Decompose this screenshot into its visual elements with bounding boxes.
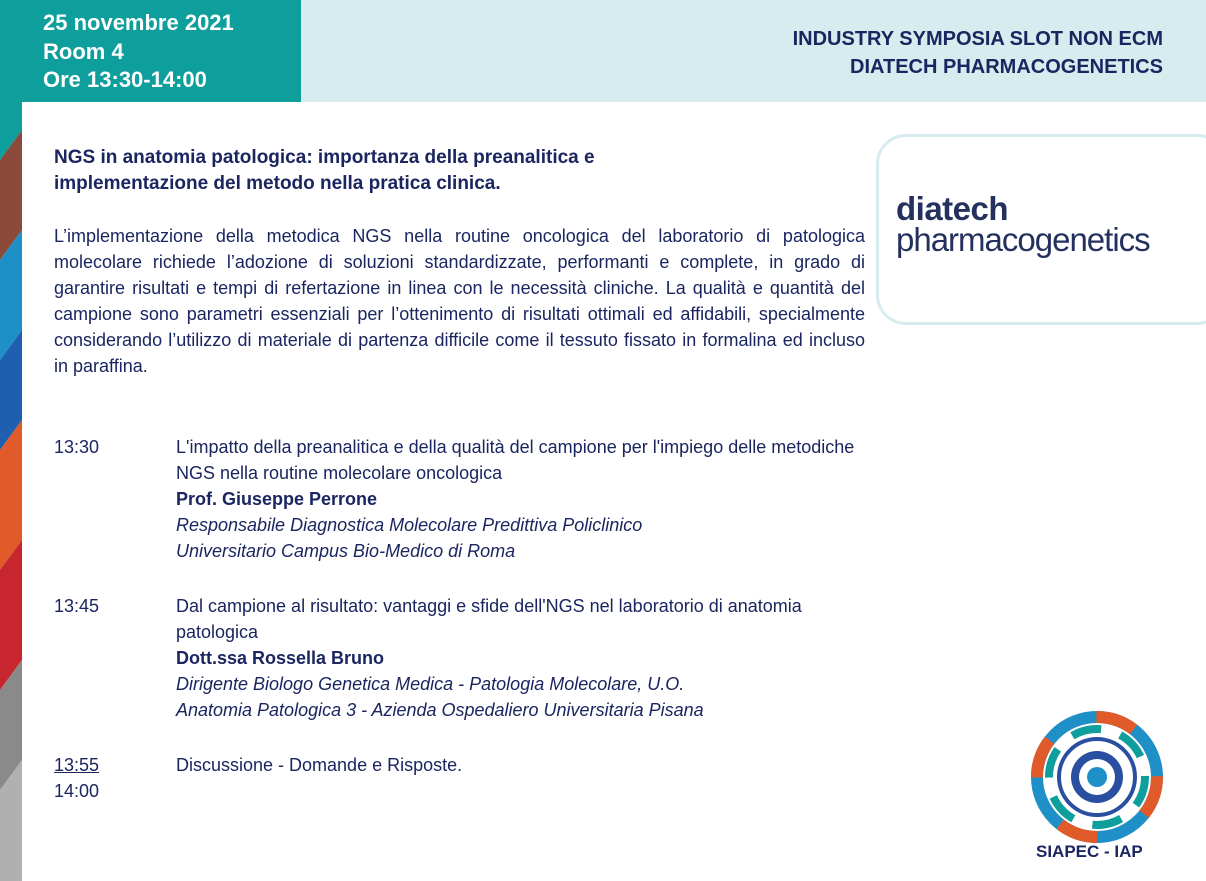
event-date: 25 novembre 2021 [43,10,234,35]
program-affiliation-1a: Responsabile Diagnostica Molecolare Predittiva Policlinico [176,515,643,535]
siapec-label: SIAPEC - IAP [1036,842,1143,861]
program-affiliation-2b: Anatomia Patologica 3 - Azienda Ospedaliero Universitaria Pisana [176,700,704,720]
program-topic-1: L'impatto della preanalitica e della qualità del campione per l'impiego delle metodiche NGS nella routine molecolare oncologica [176,437,855,483]
program-time-2: 13:45 [54,596,100,616]
decorative-color-strip [0,0,22,881]
session-description: L’implementazione della metodica NGS nella routine oncologica del laboratorio di patologica molecolare richiede l’adozione di soluzioni standardizzate, performanti e complete, in grado di garantire risultati e tempi di refertazione in linea con le necessità cliniche. La qualità e quantità del campione sono parametri essenziali per l’ottenimento di risultati ottimali ed affidabili, specialmente considerando l’utilizzo di materiale di partenza difficile come il tessuto fissato in formalina ed incluso in paraffina. [54,226,865,376]
pharmacogenetics-logo-word: pharmacogenetics [896,221,1150,258]
program-time-3-end: 14:00 [54,781,100,801]
diatech-logo-word: diatech [896,190,1009,227]
program-affiliation-2a: Dirigente Biologo Genetica Medica - Patologia Molecolare, U.O. [176,674,685,694]
symposium-type: INDUSTRY SYMPOSIA SLOT NON ECM [792,28,1163,50]
program-topic-3: Discussione - Domande e Risposte. [176,755,463,775]
siapec-emblem-icon [1030,710,1164,844]
program-affiliation-1b: Universitario Campus Bio-Medico di Roma [176,541,516,561]
program-item-2 [176,593,866,723]
program-speaker-2: Dott.ssa Rossella Bruno [176,648,385,668]
program-speaker-1: Prof. Giuseppe Perrone [176,489,378,509]
program-time-3 [54,752,99,804]
program-item-3 [176,752,866,778]
session-title-line2: implementazione del metodo nella pratica clinica. [54,173,501,194]
event-room: Room 4 [43,39,124,64]
session-title-line1: NGS in anatomia patologica: importanza della preanalitica e [54,147,595,168]
event-hours: Ore 13:30-14:00 [43,67,207,92]
session-title [54,145,814,197]
header-title-panel [301,0,1206,102]
program-time-3-start: 13:55 [54,755,100,775]
program-time-1: 13:30 [54,437,100,457]
sponsor-name: DIATECH PHARMACOGENETICS [850,56,1163,78]
program-item-1 [176,434,866,564]
program-topic-2: Dal campione al risultato: vantaggi e sfide dell'NGS nel laboratorio di anatomia patologica [176,596,802,642]
header-info-panel [0,0,301,102]
